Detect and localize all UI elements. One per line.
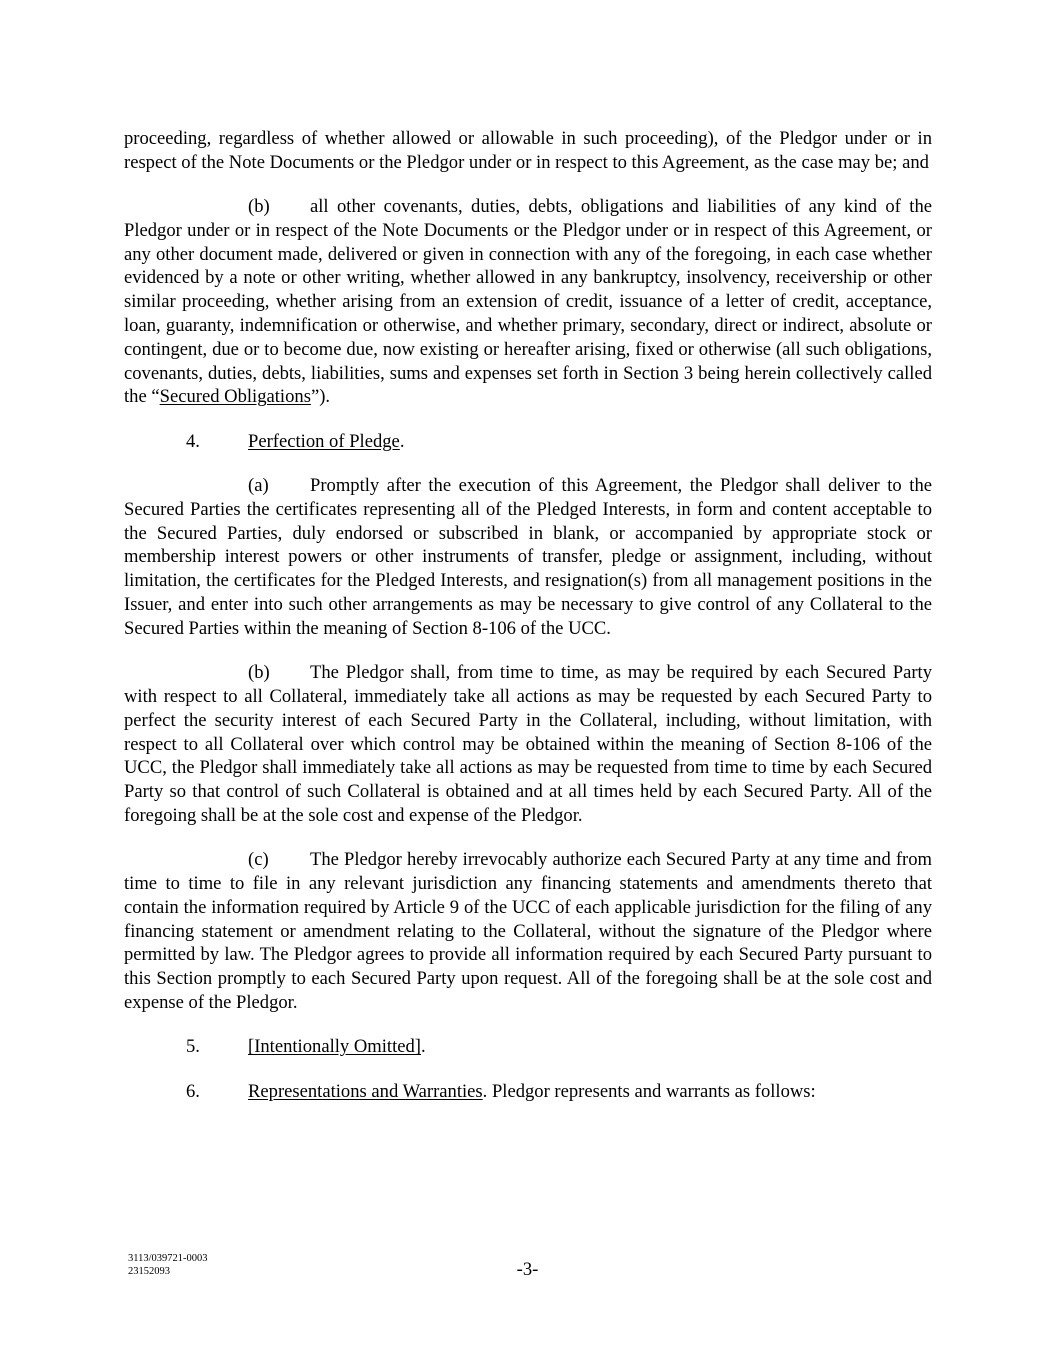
clause-4a: (a) Promptly after the execution of this Agreement, the Pledgor shall deliver to the Secured Parties the certificates representing all of the Pledged Interests, in form and content acceptable to the Secured Parties, duly endorsed or subscribed in blank, or accompanied by appropriate stock or membership interest powers or other instruments of transfer, pledge or assignment, including, without limitation, the certificates for the Pledged Interests, and resignation(s) from all management positions in the Issuer, and enter into such other arrangements as may be necessary to give control of any Collateral to the Secured Parties within the meaning of Section 8-106 of the UCC. (124, 475, 932, 639)
clause-4c: (c) The Pledgor hereby irrevocably authorize each Secured Party at any time and from time to time to file in any relevant jurisdiction any financing statements and amendments thereto that contain the information required by Article 9 of the UCC of each applicable jurisdiction for the filing of any financing statement or amendment relating to the Collateral, without the signature of the Pledgor where permitted by law. The Pledgor agrees to provide all information required by each Secured Party pursuant to this Section promptly to each Secured Party upon request. All of the foregoing shall be at the sole cost and expense of the Pledgor. (124, 849, 932, 1013)
section-heading-5: 5. [Intentionally Omitted]. (124, 1035, 932, 1059)
clause-label: (a) (248, 475, 269, 497)
clause-label: (c) (248, 849, 269, 871)
section-title: [Intentionally Omitted] (248, 1036, 421, 1058)
section-heading-6: 6. Representations and Warranties. Pledgor represents and warrants as follows: (124, 1080, 932, 1104)
section-number: 6. (186, 1080, 200, 1102)
section-number: 5. (186, 1036, 200, 1058)
paragraph-continued: proceeding, regardless of whether allowed or allowable in such proceeding), of the Pledgor under or in respect of the Note Documents or the Pledgor under or in respect to this Agreement, as the case may be; and (124, 128, 932, 173)
document-id: 3113/039721-0003 23152093 (128, 1253, 208, 1277)
clause-4b: (b) The Pledgor shall, from time to time, as may be required by each Secured Party with respect to all Collateral, immediately take all actions as may be requested by each Secured Party to perfect the security interest of each Secured Party in the Collateral, including, without limitation, with respect to all Collateral over which control may be obtained within the meaning of Section 8-106 of the UCC, the Pledgor shall immediately take all actions as may be requested from time to time by each Secured Party so that control of such Collateral is obtained and at all times held by each Secured Party. All of the foregoing shall be at the sole cost and expense of the Pledgor. (124, 662, 932, 826)
section-heading-4: 4. Perfection of Pledge. (124, 430, 932, 454)
defined-term: Secured Obligations (159, 386, 311, 408)
section-title: Perfection of Pledge (248, 430, 400, 452)
clause-3b: (b) all other covenants, duties, debts, obligations and liabilities of any kind of the Pledgor under or in respect of the Note Documents or the Pledgor under or in respect of this Agreement, or any other document made, delivered or given in connection with any of the foregoing, in each case whether evidenced by a note or other writing, whether allowed in any bankruptcy, insolvency, receivership or other similar proceeding, whether arising from an extension of credit, issuance of a letter of credit, acceptance, loan, guaranty, indemnification or otherwise, and whether primary, secondary, direct or indirect, absolute or contingent, due or to become due, now existing or hereafter arising, fixed or otherwise (all such obligations, covenants, duties, debts, liabilities, sums and expenses set forth in Section 3 being herein collectively called the “Secured Obligations”). (124, 196, 932, 408)
document-body (124, 127, 932, 1103)
clause-label: (b) (248, 662, 270, 684)
section-title: Representations and Warranties (248, 1080, 483, 1102)
page-number: -3- (516, 1259, 539, 1280)
section-number: 4. (186, 430, 200, 452)
clause-label: (b) (248, 196, 270, 218)
